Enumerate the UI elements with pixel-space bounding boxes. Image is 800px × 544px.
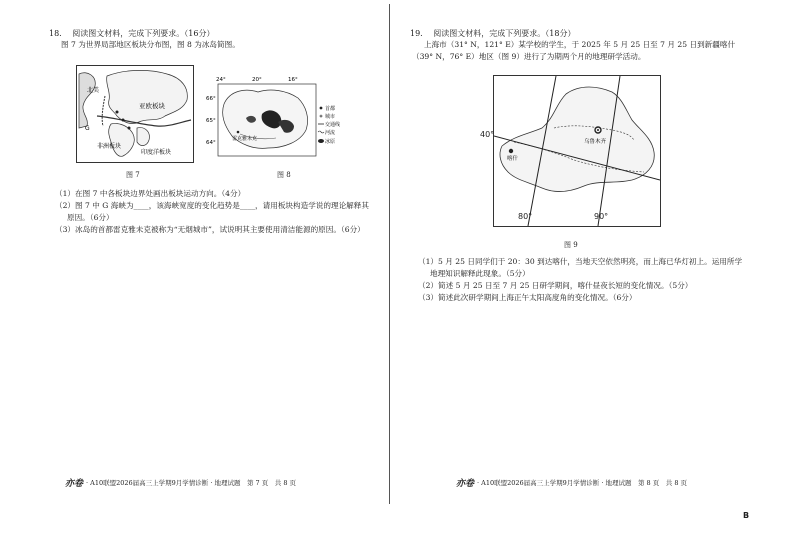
figure-9-caption: 图 9 (564, 241, 578, 249)
fig8-lon-2: 20° (252, 77, 262, 83)
fig9-city2: 乌鲁木齐 (584, 139, 607, 145)
fig8-lon-3: 16° (288, 77, 298, 83)
fig7-label-fei: 非洲板块 (97, 143, 122, 150)
q18-instruction: 阅读图文材料，完成下列要求。（16分） (72, 29, 215, 38)
q18-header (49, 28, 214, 39)
q19-intro-1: 上海市（31° N，121° E）某学校的学生，于 2025 年 5 月 25 日至 7 月 25 日到新疆喀什 (424, 40, 736, 49)
figure-7-caption: 图 7 (126, 171, 140, 179)
fig8-place: 雷克雅未克 (232, 136, 258, 142)
fig9-city1: 喀什 (507, 156, 519, 162)
page-marker: B (743, 511, 750, 520)
left-footer-text: · A10联盟2026届高三上学期9月学情诊断 · 地理试题 第 7 页 共 8 页 (86, 479, 297, 487)
fig8-lat-1: 66° (206, 96, 216, 102)
q18-sub1: （1）在图 7 中各板块边界处画出板块运动方向。（4分） (55, 189, 246, 198)
q18-number: 18. (49, 29, 62, 38)
footer-logo-right: 亦卷 (456, 479, 475, 489)
fig8-legend-0: 首都 (325, 106, 336, 112)
fig8-legend-3: 河流 (325, 130, 336, 136)
q18-sub2-cont: 原因。（6分） (67, 213, 114, 222)
right-footer (456, 476, 687, 489)
fig7-label-yindu: 印度洋板块 (141, 149, 172, 156)
q19-header (410, 28, 575, 39)
q18-sub2: （2）图 7 中 G 海峡为____，该海峡宽度的变化趋势是____，请用板块构造学说的理论解释其 (55, 201, 369, 210)
fig7-label-g: G (85, 125, 90, 132)
fig8-legend-2: 交通线 (325, 122, 341, 128)
fig7-label-bei: 北美 (87, 87, 100, 94)
q18-intro: 图 7 为世界局部地区板块分布图，图 8 为冰岛简图。 (61, 40, 240, 49)
figure-8-caption: 图 8 (277, 171, 291, 179)
fig8-legend-1: 城市 (325, 114, 336, 120)
figure-7-map (76, 65, 194, 163)
fig8-legend-4: 冰原 (325, 139, 336, 145)
fig9-lon-90: 90° (594, 212, 609, 221)
fig8-lat-2: 65° (206, 118, 216, 124)
q19-sub1-cont: 地理知识解释此现象。（5分） (430, 269, 530, 278)
q19-sub1: （1）5 月 25 日同学们于 20：30 到达喀什，当地天空依然明亮，而上海已华灯初上。运用所学 (418, 257, 743, 266)
q19-sub3: （3）简述此次研学期间上海正午太阳高度角的变化情况。（6分） (418, 293, 637, 302)
q19-instruction: 阅读图文材料，完成下列要求。（18分） (433, 29, 576, 38)
right-footer-text: · A10联盟2026届高三上学期9月学情诊断 · 地理试题 第 8 页 共 8 页 (477, 479, 688, 487)
q19-intro-2: （39° N，76° E）地区（图 9）进行了为期两个月的地理研学活动。 (412, 52, 646, 61)
page-divider (389, 4, 390, 504)
q19-number: 19. (410, 29, 423, 38)
left-footer (65, 476, 296, 489)
q19-sub2: （2）简述 5 月 25 日至 7 月 25 日研学期间，喀什昼夜长短的变化情况。（5分） (418, 281, 693, 290)
fig8-lat-3: 64° (206, 140, 216, 146)
figure-7-svg (77, 66, 193, 162)
q18-sub3: （3）冰岛的首都雷克雅未克被称为“无烟城市”，试说明其主要使用清洁能源的原因。（6分） (55, 225, 365, 234)
fig8-lon-1: 24° (216, 77, 226, 83)
fig9-lon-80: 80° (518, 212, 533, 221)
footer-logo: 亦卷 (65, 479, 84, 489)
figure-8-svg (206, 74, 356, 164)
figure-8-map (206, 74, 356, 164)
figure-9-map (493, 75, 661, 227)
figure-9-svg (494, 76, 660, 226)
fig7-label-ya: 亚欧板块 (139, 102, 165, 110)
fig9-lat-label: 40° (480, 130, 495, 139)
